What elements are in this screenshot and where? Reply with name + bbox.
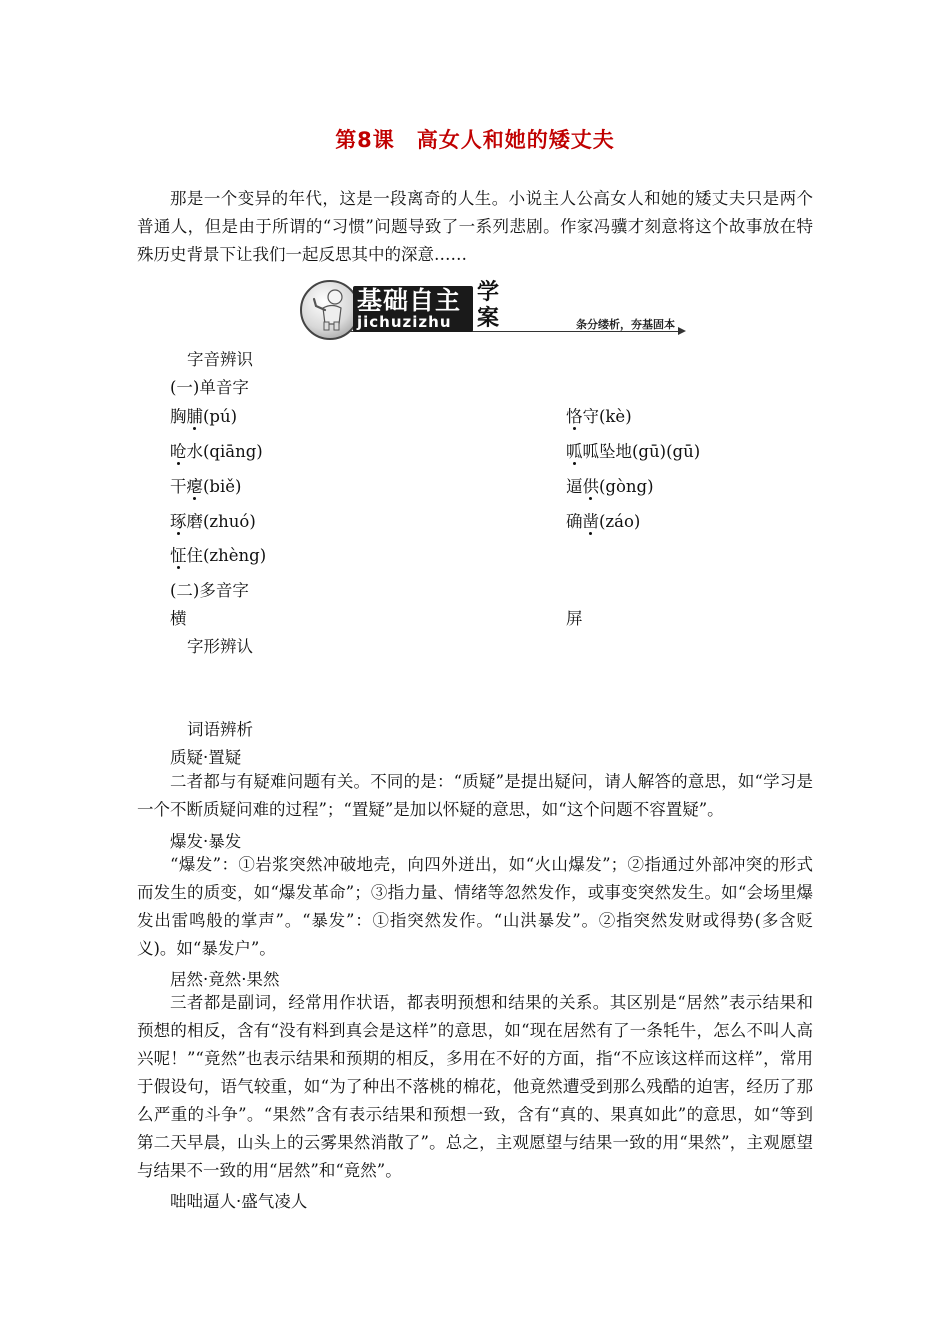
word-pair-heading: 质疑·置疑 bbox=[170, 748, 242, 767]
banner-pinyin: jichuzizhu bbox=[357, 313, 452, 331]
char-item: 胸脯(pú) bbox=[170, 407, 238, 426]
heading-multi-chars: (二)多音字 bbox=[170, 581, 249, 600]
heading-pronunciation: 字音辨识 bbox=[187, 350, 253, 369]
banner-xue: 学 bbox=[476, 280, 499, 305]
lesson-title: 第8课 高女人和她的矮丈夫 bbox=[335, 128, 615, 152]
banner-arrow-icon bbox=[678, 327, 686, 335]
word-pair-heading: 居然·竟然·果然 bbox=[170, 970, 280, 989]
word-pair-heading: 咄咄逼人·盛气凌人 bbox=[170, 1192, 308, 1211]
heading-word-analysis: 词语辨析 bbox=[187, 720, 253, 739]
section-banner bbox=[300, 276, 690, 340]
heading-char-shape: 字形辨认 bbox=[187, 637, 253, 656]
char-item: 呛水(qiāng) bbox=[170, 442, 263, 461]
banner-an: 案 bbox=[476, 306, 499, 331]
char-item: 怔住(zhèng) bbox=[170, 546, 267, 565]
banner-slogan: 条分缕析，夯基固本 bbox=[576, 318, 675, 331]
banner-side-text bbox=[476, 280, 500, 332]
char-item: 呱呱坠地(gū)(gū) bbox=[566, 442, 701, 461]
char-item: 逼供(gòng) bbox=[566, 477, 654, 496]
word-pair-explanation: “爆发”：①岩浆突然冲破地壳，向四外迸出，如“火山爆发”；②指通过外部冲突的形式而发生的质变，如“爆发革命”；③指力量、情绪等忽然发作，或事变突然发生。如“会场里爆发出雷鸣般的掌声”。“暴发”：①指突然发作。“山洪暴发”。②指突然发财或得势(多含贬义)。如“暴发户”。 bbox=[137, 855, 813, 958]
word-pair-heading: 爆发·暴发 bbox=[170, 832, 242, 851]
char-item: 确凿(záo) bbox=[566, 512, 641, 531]
banner-main-text: 基础自主 bbox=[357, 286, 462, 315]
multi-char-item: 横 bbox=[170, 609, 187, 628]
multi-char-item: 屏 bbox=[566, 609, 583, 628]
char-item: 干瘪(biě) bbox=[170, 477, 242, 496]
intro-paragraph: 那是一个变异的年代，这是一段离奇的人生。小说主人公高女人和她的矮丈夫只是两个普通人，但是由于所谓的“习惯”问题导致了一系列悲剧。作家冯骥才刻意将这个故事放在特殊历史背景下让我们一起反思其中的深意…… bbox=[137, 189, 813, 264]
heading-single-chars: (一)单音字 bbox=[170, 378, 249, 397]
word-pair-explanation: 二者都与有疑难问题有关。不同的是：“质疑”是提出疑问，请人解答的意思，如“学习是一个不断质疑问难的过程”；“置疑”是加以怀疑的意思，如“这个问题不容置疑”。 bbox=[137, 772, 813, 819]
char-item: 琢磨(zhuó) bbox=[170, 512, 256, 531]
char-item: 恪守(kè) bbox=[566, 407, 632, 426]
word-pair-explanation: 三者都是副词，经常用作状语，都表明预想和结果的关系。其区别是“居然”表示结果和预想的相反，含有“没有料到真会是这样”的意思，如“现在居然有了一条牦牛，怎么不叫人高兴呢！”“竟然”也表示结果和预期的相反，多用在不好的方面，指“不应该这样而这样”，常用于假设句，语气较重，如“为了种出不落桃的棉花，他竟然遭受到那么残酷的迫害，经历了那么严重的斗争”。“果然”含有表示结果和预想一致，含有“真的、果真如此”的意思，如“等到第二天早晨，山头上的云雾果然消散了”。总之，主观愿望与结果一致的用“果然”，主观愿望与结果不一致的用“居然”和“竟然”。 bbox=[137, 993, 813, 1180]
thinking-figure-icon bbox=[308, 286, 352, 332]
